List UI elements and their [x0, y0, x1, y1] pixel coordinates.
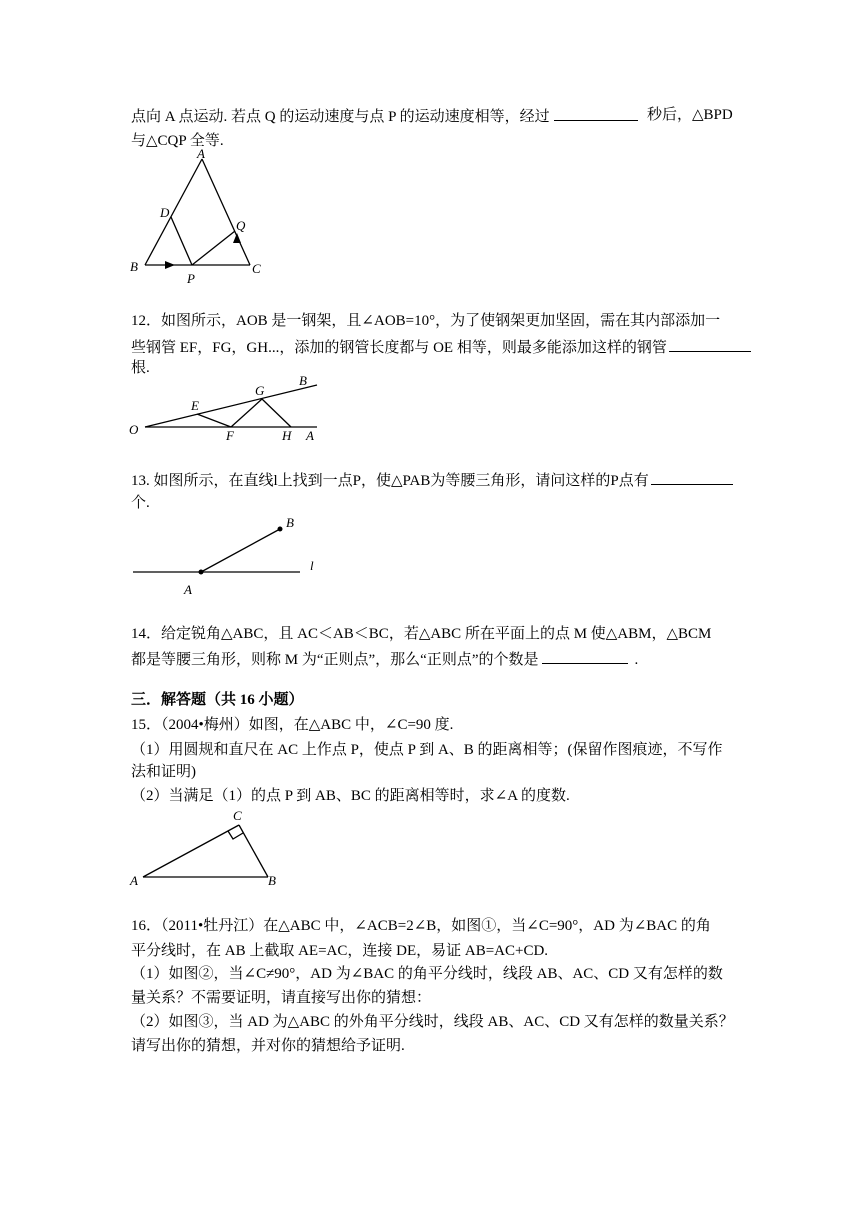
- label-Q: Q: [236, 218, 246, 233]
- label-C: C: [233, 808, 242, 823]
- label-B: B: [268, 873, 276, 888]
- label-P: P: [187, 271, 195, 286]
- label-O: O: [129, 422, 139, 437]
- label-l: l: [310, 558, 314, 573]
- label-B: B: [286, 515, 294, 530]
- label-A: A: [306, 428, 314, 443]
- q15-line4: （2）当满足（1）的点 P 到 AB、BC 的距离相等时，求∠A 的度数.: [131, 788, 570, 804]
- q15-line3: 法和证明): [131, 764, 196, 780]
- q12-line1: 12．如图所示，AOB 是一钢架，且∠AOB=10°，为了使钢架更加坚固，需在其内部添加一: [131, 313, 721, 329]
- q16-line6: 请写出你的猜想，并对你的猜想给予证明.: [131, 1038, 405, 1054]
- label-A: A: [130, 873, 138, 888]
- q14-line1: 14．给定锐角△ABC，且 AC＜AB＜BC，若△ABC 所在平面上的点 M 使△ABM，△BCM: [131, 626, 712, 642]
- label-D: D: [160, 205, 170, 220]
- q14-line2: 都是等腰三角形，则称 M 为“正则点”，那么“正则点”的个数是 .: [131, 648, 638, 670]
- label-B: B: [130, 259, 138, 274]
- q16-line4: 量关系？不需要证明，请直接写出你的猜想：: [131, 990, 432, 1006]
- label-E: E: [191, 398, 199, 413]
- answer-blank-q11[interactable]: [554, 105, 638, 121]
- section-heading: 三．解答题（共 16 小题）: [131, 692, 304, 708]
- q16-line5: （2）如图③，当 AD 为△ABC 的外角平分线时，线段 AB、AC、CD 又有怎样的数量关系？: [131, 1014, 734, 1030]
- q12-line2: 些钢管 EF，FG，GH...，添加的钢管长度都与 OE 相等，则最多能添加这样的钢管: [131, 336, 751, 358]
- q16-line3: （1）如图②，当∠C≠90°，AD 为∠BAC 的角平分线时，线段 AB、AC、CD 又有怎样的数: [131, 966, 723, 982]
- label-F: F: [226, 428, 234, 443]
- label-A: A: [184, 582, 192, 597]
- q15-line2: （1）用圆规和直尺在 AC 上作点 P，使点 P 到 A、B 的距离相等；(保留作图痕迹，不写作: [131, 742, 723, 758]
- q15-line1: 15．（2004•梅州）如图，在△ABC 中，∠C=90 度.: [131, 717, 454, 733]
- q12-steel-frame-figure: [125, 370, 330, 445]
- label-C: C: [252, 261, 261, 276]
- q11-line2: 与△CQP 全等.: [131, 133, 224, 149]
- label-A: A: [197, 146, 205, 161]
- q16-line1: 16．（2011•牡丹江）在△ABC 中，∠ACB=2∠B，如图①，当∠C=90°，AD 为∠BAC 的角: [131, 918, 711, 934]
- q15-right-triangle-figure: [125, 803, 290, 898]
- q13-line1: 13. 如图所示，在直线l上找到一点P，使△PAB为等腰三角形，请问这样的P点有: [131, 469, 733, 491]
- q11-line1: 点向 A 点运动. 若点 Q 的运动速度与点 P 的运动速度相等，经过: [131, 105, 638, 127]
- answer-blank-q12[interactable]: [669, 336, 751, 352]
- label-G: G: [255, 383, 265, 398]
- q16-line2: 平分线时，在 AB 上截取 AE=AC，连接 DE，易证 AB=AC+CD.: [131, 943, 549, 959]
- q12-line3: 根.: [131, 360, 150, 376]
- q13-line2: 个.: [131, 495, 150, 511]
- answer-blank-q14[interactable]: [542, 648, 628, 664]
- q13-line-figure: [125, 510, 325, 600]
- q11-line1-tail: 秒后，△BPD: [647, 107, 733, 123]
- label-B: B: [299, 373, 307, 388]
- q11-triangle-figure: [125, 145, 270, 290]
- answer-blank-q13[interactable]: [651, 469, 733, 485]
- label-H: H: [282, 428, 292, 443]
